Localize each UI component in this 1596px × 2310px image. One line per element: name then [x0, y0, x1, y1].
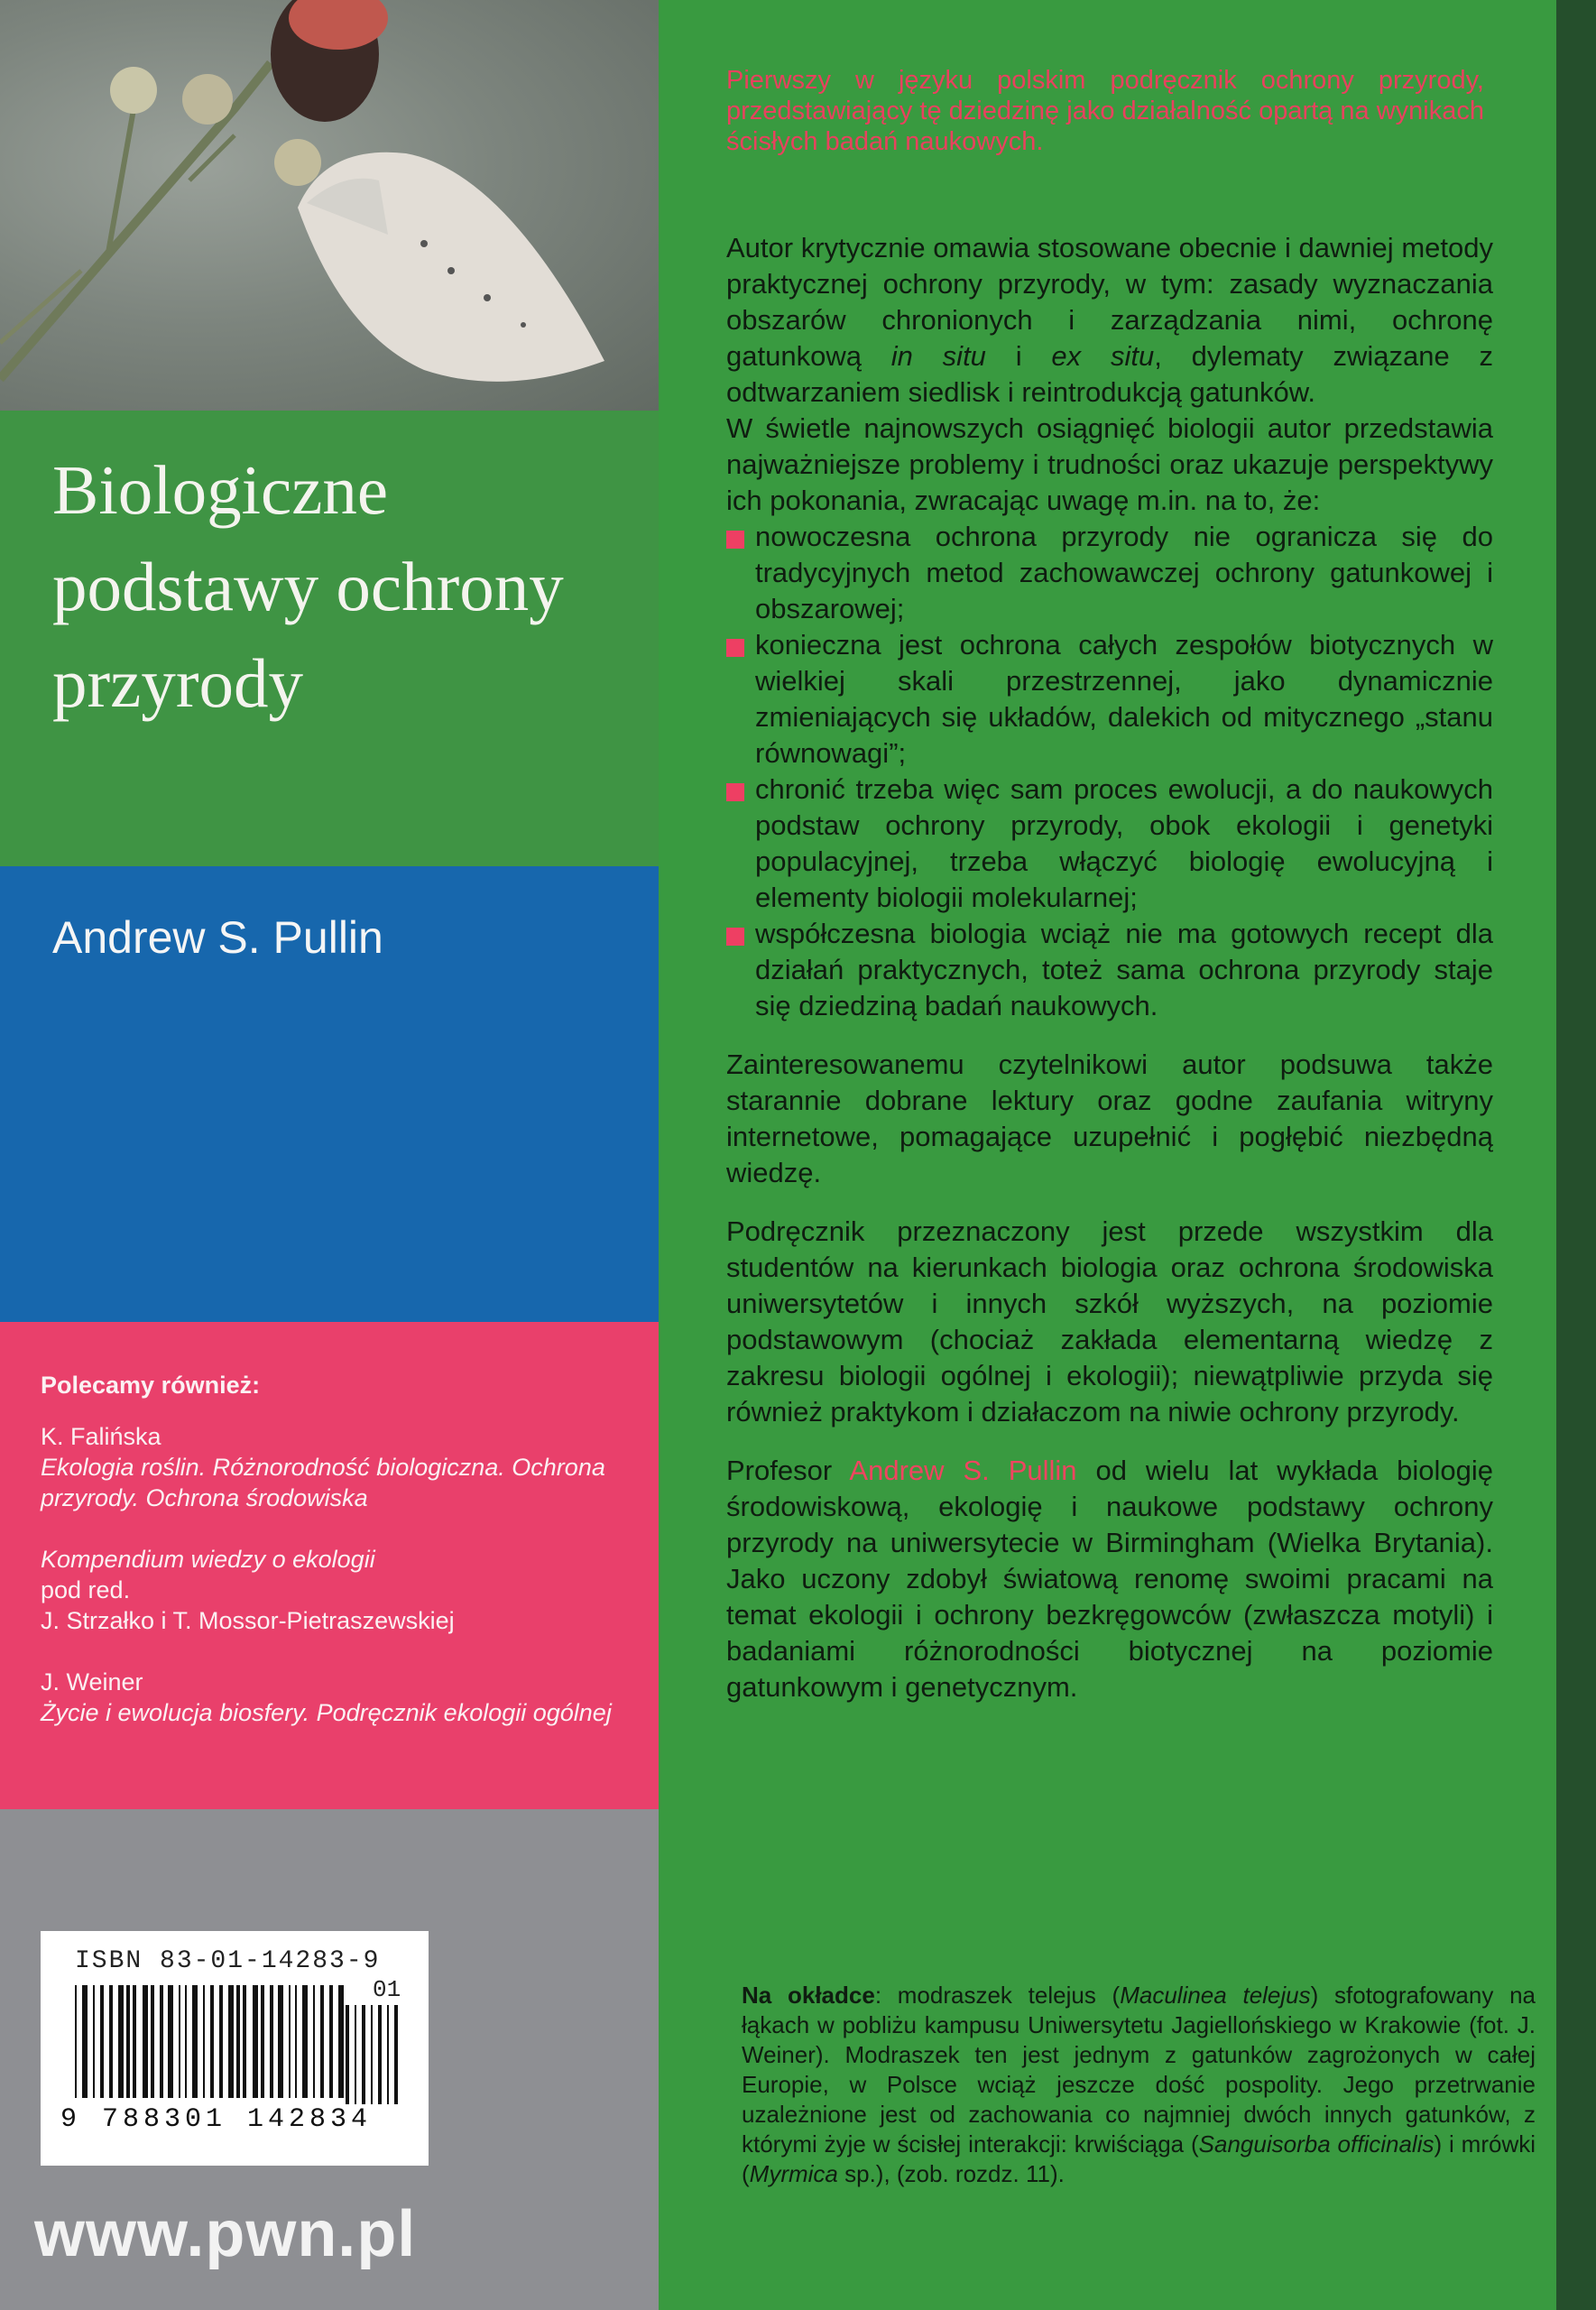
description-body — [726, 230, 1493, 1705]
recommended-item — [41, 1544, 654, 1636]
butterfly-on-flower-photo — [0, 0, 659, 411]
barcode-addon-icon — [346, 2005, 398, 2104]
cover-note: Na okładce: modraszek telejus (Maculinea telejus) sfotografowany na łąkach w pobliżu kampusu Uniwersytetu Jagiellońskiego w Krakowie (fot. J. Weiner). Modraszek ten jest jednym z gatunków zagrożonych w całej Europie, w Polsce wciąż jeszcze dość pospolity. Jego przetrwanie uzależnione jest od zachowania co najmniej dwóch innych gatunków, z którymi żyje w ścisłej interakcji: krwiściąga (Sanguisorba officinalis) i mrówki (Myrmica sp.), (zob. rozdz. 11). — [742, 1982, 1536, 2187]
bullet-list — [726, 519, 1493, 1024]
bullet-item: konieczna jest ochrona całych zespołów biotycznych w wielkiej skali przestrzennej, jako dynamicznie zmieniających się układów, dalekich od mitycznego „stanu równowagi”; — [726, 627, 1493, 772]
recommended-author: J. Weiner — [41, 1668, 143, 1696]
bullet-square-icon — [726, 783, 744, 801]
publisher-website: www.pwn.pl — [34, 2198, 417, 2270]
recommended-author: K. Falińska — [41, 1423, 161, 1450]
barcode-label — [41, 1931, 429, 2166]
author-name-highlight: Andrew S. Pullin — [849, 1455, 1077, 1486]
bullet-square-icon — [726, 531, 744, 549]
barcode-icon — [75, 1985, 346, 2098]
paragraph-audience: Podręcznik przeznaczony jest przede wszystkim dla studentów na kierunkach biologia oraz ochrona środowiska uniwersytetów i innych szkół wyższych, na poziomie podstawowym (chociaż zakłada elementarną wiedzę z zakresu biologii ogólnej i ekologii); niewątpliwie przyda się również praktykom i działaczom na niwie ochrony przyrody. — [726, 1215, 1493, 1428]
bullet-item: chronić trzeba więc sam proces ewolucji, a do naukowych podstaw ochrony przyrody, obok ekologii i genetyki populacyjnej, trzeba włączyć biologię ewolucyjną i elementy biologii molekularnej; — [726, 772, 1493, 916]
recommended-item — [41, 1421, 654, 1513]
recommended-editors: J. Strzałko i T. Mossor-Pietraszewskiej — [41, 1607, 455, 1634]
recommended-books — [41, 1372, 654, 1759]
recommended-editors-prefix: pod red. — [41, 1576, 131, 1603]
paragraph-methods: Autor krytycznie omawia stosowane obecnie i dawniej metody praktycznej ochrony przyrody, w tym: zasady wyznaczania obszarów chronionych i zarządzania nimi, ochronę gatunkową in situ i ex situ, dylematy związane z odtwarzaniem siedlisk i reintrodukcją gatunków. — [726, 232, 1493, 408]
barcode-addon-number: 01 — [373, 1976, 401, 2003]
book-title: Biologiczne podstawy ochrony przyrody — [52, 451, 564, 722]
recommended-heading: Polecamy również: — [41, 1372, 261, 1399]
bullet-item: współczesna biologia wciąż nie ma gotowych recept dla działań praktycznych, toteż sama ochrona przyrody staje się dziedziną badań naukowych. — [726, 916, 1493, 1024]
recommended-title: Ekologia roślin. Różnorodność biologiczna. Ochrona przyrody. Ochrona środowiska — [41, 1454, 605, 1511]
bullet-item: nowoczesna ochrona przyrody nie ogranicza się do tradycyjnych metod zachowawczej ochrony gatunkowej i obszarowej; — [726, 519, 1493, 627]
lead-paragraph: Pierwszy w języku polskim podręcznik ochrony przyrody, przedstawiający tę dziedzinę jako działalność opartą na wynikach ścisłych badań naukowych. — [726, 66, 1484, 156]
bullet-square-icon — [726, 928, 744, 946]
cover-note-label: Na okładce — [742, 1982, 875, 2009]
recommended-item — [41, 1667, 654, 1728]
bullet-square-icon — [726, 639, 744, 657]
recommended-title: Życie i ewolucja biosfery. Podręcznik ekologii ogólnej — [41, 1699, 612, 1726]
paragraph-readings: Zainteresowanemu czytelnikowi autor podsuwa także starannie dobrane lektury oraz godne zaufania witryny internetowe, pomagające uzupełnić i pogłębić niezbędną wiedzę. — [726, 1049, 1493, 1188]
paragraph-problems: W świetle najnowszych osiągnięć biologii autor przedstawia najważniejsze problemy i trudności oraz ukazuje perspektywy ich pokonania, zwracając uwagę m.in. na to, że: — [726, 412, 1493, 516]
isbn-number: ISBN 83-01-14283-9 — [75, 1947, 381, 1975]
recommended-title: Kompendium wiedzy o ekologii — [41, 1546, 375, 1573]
ean-number: 9 788301 142834 — [60, 2104, 373, 2135]
cover-edge — [1556, 0, 1596, 2310]
book-author: Andrew S. Pullin — [52, 912, 383, 963]
paragraph-author-bio: Profesor Andrew S. Pullin od wielu lat wykłada biologię środowiskową, ekologię i naukowe podstawy ochrony przyrody na uniwersytecie w Birmingham (Wielka Brytania). Jako uczony zdobył światową renomę swoimi pracami na temat ekologii i ochrony bezkręgowców (zwłaszcza motyli) i badaniami różnorodności biotycznej na poziomie gatunkowym i genetycznym. — [726, 1455, 1494, 1703]
cover-photo — [0, 0, 659, 411]
